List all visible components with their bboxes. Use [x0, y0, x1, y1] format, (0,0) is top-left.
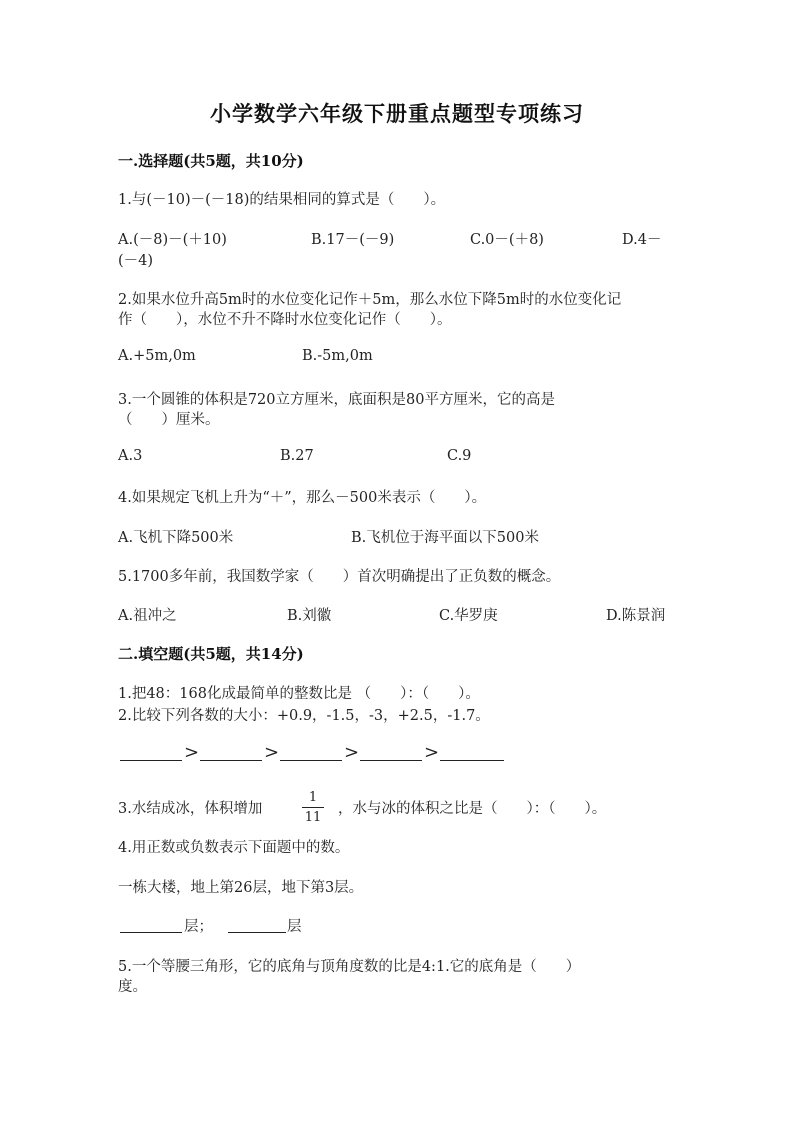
fill-question-3-end: ，水与冰的体积之比是（ ）：（ ）。 [338, 801, 607, 817]
floor-blank-1[interactable] [120, 932, 182, 933]
greater-than-sign: > [184, 742, 200, 763]
question-5-stem: 5.1700多年前，我国数学家（ ）首次明确提出了正负数的概念。 [118, 569, 561, 585]
q3-option-c[interactable]: C.9 [447, 448, 472, 464]
fill-question-1: 1.把48：168化成最简单的整数比是 （ ）：（ ）。 [118, 686, 480, 702]
fill-question-5-line1: 5.一个等腰三角形，它的底角与顶角度数的比是4:1.它的底角是（ ） [118, 959, 581, 975]
compare-blank-1[interactable] [120, 760, 182, 761]
q2-option-a[interactable]: A.+5m,0m [118, 348, 196, 364]
question-1-stem: 1.与(－10)－(－18)的结果相同的算式是（ ）。 [118, 192, 446, 208]
q4-option-b[interactable]: B.飞机位于海平面以下500米 [351, 530, 539, 546]
fill-question-2: 2.比较下列各数的大小：+0.9，-1.5，-3，+2.5，-1.7。 [118, 708, 490, 724]
q5-option-a[interactable]: A.祖冲之 [118, 608, 177, 624]
fraction-denominator: 11 [304, 810, 322, 825]
floor-blank-2[interactable] [228, 932, 286, 933]
section-heading-choice: 一.选择题(共5题，共10分) [118, 152, 304, 170]
fraction-one-eleventh [302, 790, 324, 825]
q5-option-d[interactable]: D.陈景润 [606, 608, 666, 624]
question-3-stem-line1: 3.一个圆锥的体积是720立方厘米，底面积是80平方厘米，它的高是 [118, 392, 555, 408]
question-2-stem-line1: 2.如果水位升高5m时的水位变化记作＋5m，那么水位下降5m时的水位变化记 [118, 292, 622, 308]
fraction-bar [302, 807, 324, 808]
fraction-numerator: 1 [308, 790, 318, 805]
q5-option-b[interactable]: B.刘徽 [287, 608, 332, 624]
fill-question-3-start: 3.水结成冰，体积增加 [118, 801, 263, 817]
question-3-stem-line2: （ ）厘米。 [118, 412, 220, 428]
compare-blank-2[interactable] [200, 760, 262, 761]
greater-than-sign: > [344, 742, 360, 763]
floor-unit-2: 层 [287, 919, 302, 935]
q4-option-a[interactable]: A.飞机下降500米 [118, 530, 234, 546]
q2-option-b[interactable]: B.-5m,0m [302, 348, 373, 364]
compare-blank-4[interactable] [360, 760, 422, 761]
compare-blank-5[interactable] [440, 760, 504, 761]
page-title: 小学数学六年级下册重点题型专项练习 [210, 101, 584, 126]
section-heading-fill: 二.填空题(共5题，共14分) [118, 645, 304, 663]
compare-blank-3[interactable] [280, 760, 342, 761]
floor-unit-1: 层； [184, 919, 213, 935]
greater-than-sign: > [424, 742, 440, 763]
q3-option-b[interactable]: B.27 [280, 448, 314, 464]
q1-option-c[interactable]: C.0－(＋8) [470, 232, 544, 248]
q1-option-d[interactable]: D.4－ [622, 232, 662, 248]
question-4-stem: 4.如果规定飞机上升为“＋”，那么－500米表示（ ）。 [118, 490, 487, 506]
fill-question-5-line2: 度。 [118, 979, 147, 995]
fill-question-4: 4.用正数或负数表示下面题中的数。 [118, 840, 350, 856]
q1-option-a[interactable]: A.(－8)－(＋10) [118, 232, 227, 248]
fill-question-4-context: 一栋大楼，地上第26层，地下第3层。 [118, 880, 364, 896]
question-2-stem-line2: 作（ ），水位不升不降时水位变化记作（ ）。 [118, 312, 452, 328]
greater-than-sign: > [264, 742, 280, 763]
q1-option-b[interactable]: B.17－(－9) [311, 232, 395, 248]
q1-option-d-cont: (－4) [118, 253, 154, 269]
q3-option-a[interactable]: A.3 [118, 448, 143, 464]
q5-option-c[interactable]: C.华罗庚 [439, 608, 498, 624]
